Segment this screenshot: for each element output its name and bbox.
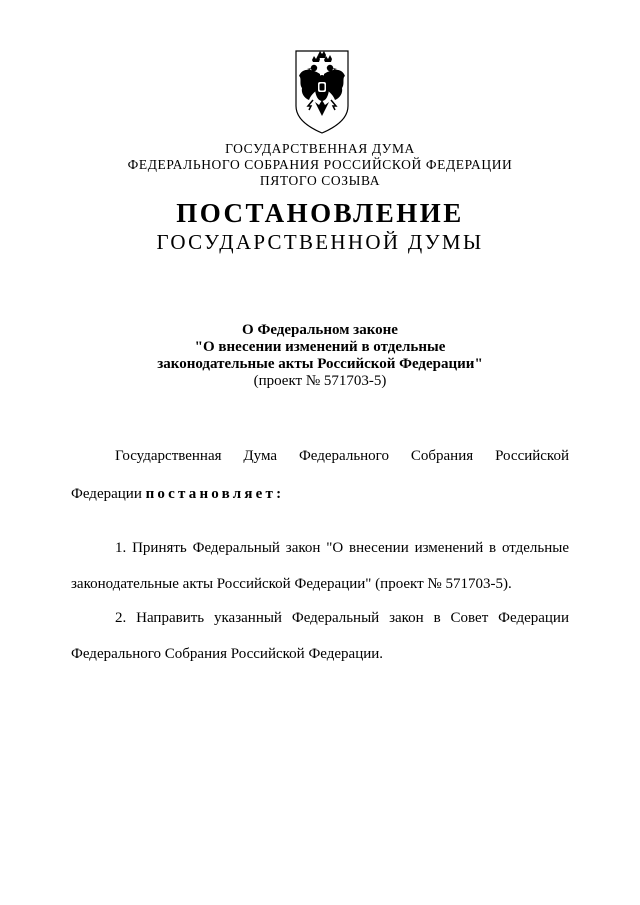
- coat-of-arms-icon: [293, 48, 351, 136]
- item-1-line-2: законодательные акты Российской Федерации" (проект № 571703-5).: [71, 576, 512, 592]
- item-2-line-2: Федерального Собрания Российской Федерации.: [71, 646, 384, 662]
- preamble-verb: постановляет:: [145, 486, 285, 502]
- preamble-line-2: [71, 485, 569, 503]
- preamble-line-2-start: Федерации: [71, 486, 146, 502]
- subject-line-4: (проект № 571703-5): [253, 373, 387, 389]
- item-1-line-1: 1. Принять Федеральный закон "О внесении изменений в отдельные: [115, 540, 569, 556]
- preamble-line-1: Государственная Дума Федерального Собрания Российской: [115, 448, 569, 464]
- subject-line-1: О Федеральном законе: [242, 322, 398, 338]
- header-line-2: ФЕДЕРАЛЬНОГО СОБРАНИЯ РОССИЙСКОЙ ФЕДЕРАЦИИ: [127, 157, 513, 172]
- item-2-line-1: 2. Направить указанный Федеральный закон в Совет Федерации: [115, 610, 569, 626]
- subject-line-2: "О внесении изменений в отдельные: [194, 339, 446, 355]
- document-issuer: ГОСУДАРСТВЕННОЙ ДУМЫ: [156, 230, 484, 254]
- subject-line-3: законодательные акты Российской Федерации": [157, 356, 483, 372]
- header-line-1: ГОСУДАРСТВЕННАЯ ДУМА: [225, 141, 415, 156]
- header-line-3: ПЯТОГО СОЗЫВА: [259, 173, 381, 188]
- document-type: ПОСТАНОВЛЕНИЕ: [176, 198, 464, 228]
